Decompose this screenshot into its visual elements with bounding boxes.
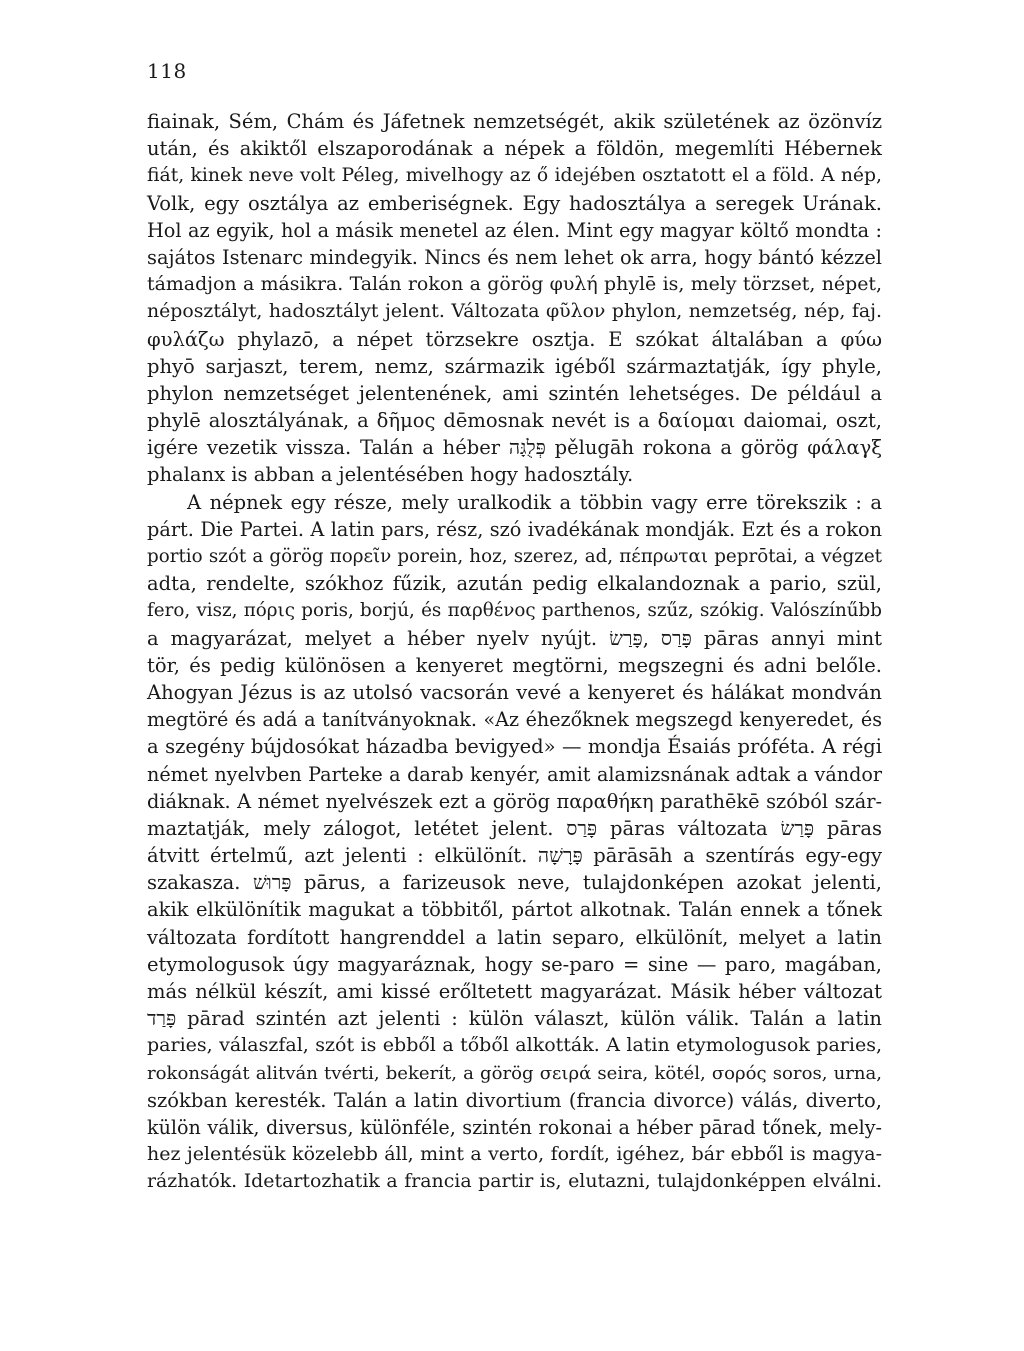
text-line: Volk, egy osztálya az emberiségnek. Egy hadosztálya a seregek Urának. — [147, 191, 882, 215]
text-line: A népnek egy része, mely uralkodik a többin vagy erre törekszik : a — [187, 490, 882, 514]
text-line: paries, válaszfal, szót is ebből a tőből alkották. A latin etymologusok paries, — [147, 1034, 882, 1057]
text-line: támadjon a másikra. Talán rokon a görög φυλή phylē is, mely törzset, népet, — [147, 273, 882, 296]
text-line: fiainak, Sém, Chám és Jáfetnek nemzetségét, akik születének az özönvíz — [147, 110, 882, 133]
text-line: phylon nemzetséget jelentenének, ami szintén lehetséges. De például a — [147, 381, 882, 405]
text-line: változata fordított hangrenddel a latin separo, elkülönít, melyet a latin — [147, 925, 882, 949]
text-line: fiát, kinek neve volt Péleg, mivelhogy az ő idejében osztatott el a föld. A nép, — [147, 165, 882, 187]
text-line: külön válik, diversus, különféle, szintén rokonai a héber pārad tőnek, mely- — [147, 1115, 882, 1139]
text-line: fero, visz, πόρις poris, borjú, és παρθένος parthenos, szűz, szókig. Valószínűbb — [147, 600, 882, 622]
text-line: פָּרַד pārad szintén azt jelenti : külön választ, külön válik. Talán a latin — [147, 1007, 882, 1031]
text-line: más nélkül készít, ami kissé erőltetett magyarázat. Másik héber változat — [147, 980, 882, 1003]
text-line: phyō sarjaszt, terem, nemz, származik igéből származtatják, így phyle, — [147, 354, 882, 378]
text-line: igére vezetik vissza. Talán a héber פְּלֻגָּה pělugāh rokona a görög φάλαγξ — [147, 436, 883, 460]
text-line: tör, és pedig különösen a kenyeret megtörni, megszegni és adni belőle. — [147, 653, 882, 677]
body-text — [147, 108, 882, 1196]
text-line: párt. Die Partei. A latin pars, rész, szó ivadékának mondják. Ezt és a rokon — [147, 517, 882, 541]
text-line: phylē alosztályának, a δῆμος dēmosnak nevét is a δαίομαι daiomai, oszt, — [147, 409, 882, 433]
text-line: adta, rendelte, szókhoz fűzik, azután pedig elkalandoznak a pario, szül, — [147, 572, 882, 596]
text-line: a magyarázat, melyet a héber nyelv nyújt. פָּרַס ,פָּרַשׂ pāras annyi mint — [147, 626, 883, 650]
text-line: φυλάζω phylazō, a népet törzsekre osztja. E szókat általában a φύω — [147, 327, 882, 351]
text-line: rázhatók. Idetartozhatik a francia partir is, elutazni, tulajdonképpen elválni. — [147, 1170, 882, 1193]
text-line: etymologusok úgy magyaráznak, hogy se-paro = sine — paro, magában, — [147, 952, 882, 976]
text-line: Hol az egyik, hol a másik menetel az élen. Mint egy magyar költő mondta : — [147, 218, 882, 242]
text-line: portio szót a görög πορεῖν porein, hoz, szerez, ad, πέπρωται peprōtai, a végzet — [147, 546, 882, 567]
text-line: szókban keresték. Talán a latin divortium (francia divorce) válás, diverto, — [147, 1088, 882, 1112]
text-line: néposztályt, hadosztályt jelent. Változata φῦλον phylon, nemzetség, nép, faj. — [147, 300, 882, 323]
text-line: phalanx is abban a jelentésében hogy hadosztály. — [147, 463, 634, 487]
text-line: a szegény bújdosókat házadba bevigyed» — mondja Ésaiás próféta. A régi — [147, 735, 882, 759]
text-line: hez jelentésük közelebb áll, mint a verto, fordít, igéhez, bár ebből is magya- — [147, 1143, 882, 1166]
text-line: után, és akiktől elszaporodának a népek a földön, megemlíti Hébernek — [147, 137, 882, 161]
text-line: átvitt értelmű, azt jelenti : elkülönít. פָּרָשָׁה pārāsāh a szentírás egy-egy — [147, 844, 882, 868]
text-line: Ahogyan Jézus is az utolsó vacsorán vevé a kenyeret és hálákat mondván — [147, 680, 882, 704]
text-line: megtöré és adá a tanítványoknak. «Az éhezőknek megszegd kenyeredet, és — [147, 708, 882, 732]
text-line: akik elkülönítik magukat a többitől, pártot alkotnak. Talán ennek a tőnek — [147, 898, 882, 922]
text-line: rokonságát alitván tvérti, bekerít, a görög σειρά seira, kötél, σορός soros, urna, — [147, 1062, 882, 1084]
text-line: német nyelvben Parteke a darab kenyér, amit alamizsnának adtak a vándor — [147, 762, 882, 786]
text-line: szakasza. פָּרוּשׁ pārus, a farizeusok neve, tulajdonképen azokat jelenti, — [147, 871, 882, 895]
text-line: sajátos Istenarc mindegyik. Nincs és nem lehet ok arra, hogy bántó kézzel — [147, 245, 882, 269]
text-line: maztatják, mely zálogot, letétet jelent. פָּרַס pāras változata פָּרַשׂ pāras — [147, 816, 882, 840]
text-line: diáknak. A német nyelvészek ezt a görög παραθήκη parathēkē szóból szár- — [147, 789, 882, 813]
page-number: 118 — [147, 59, 187, 83]
